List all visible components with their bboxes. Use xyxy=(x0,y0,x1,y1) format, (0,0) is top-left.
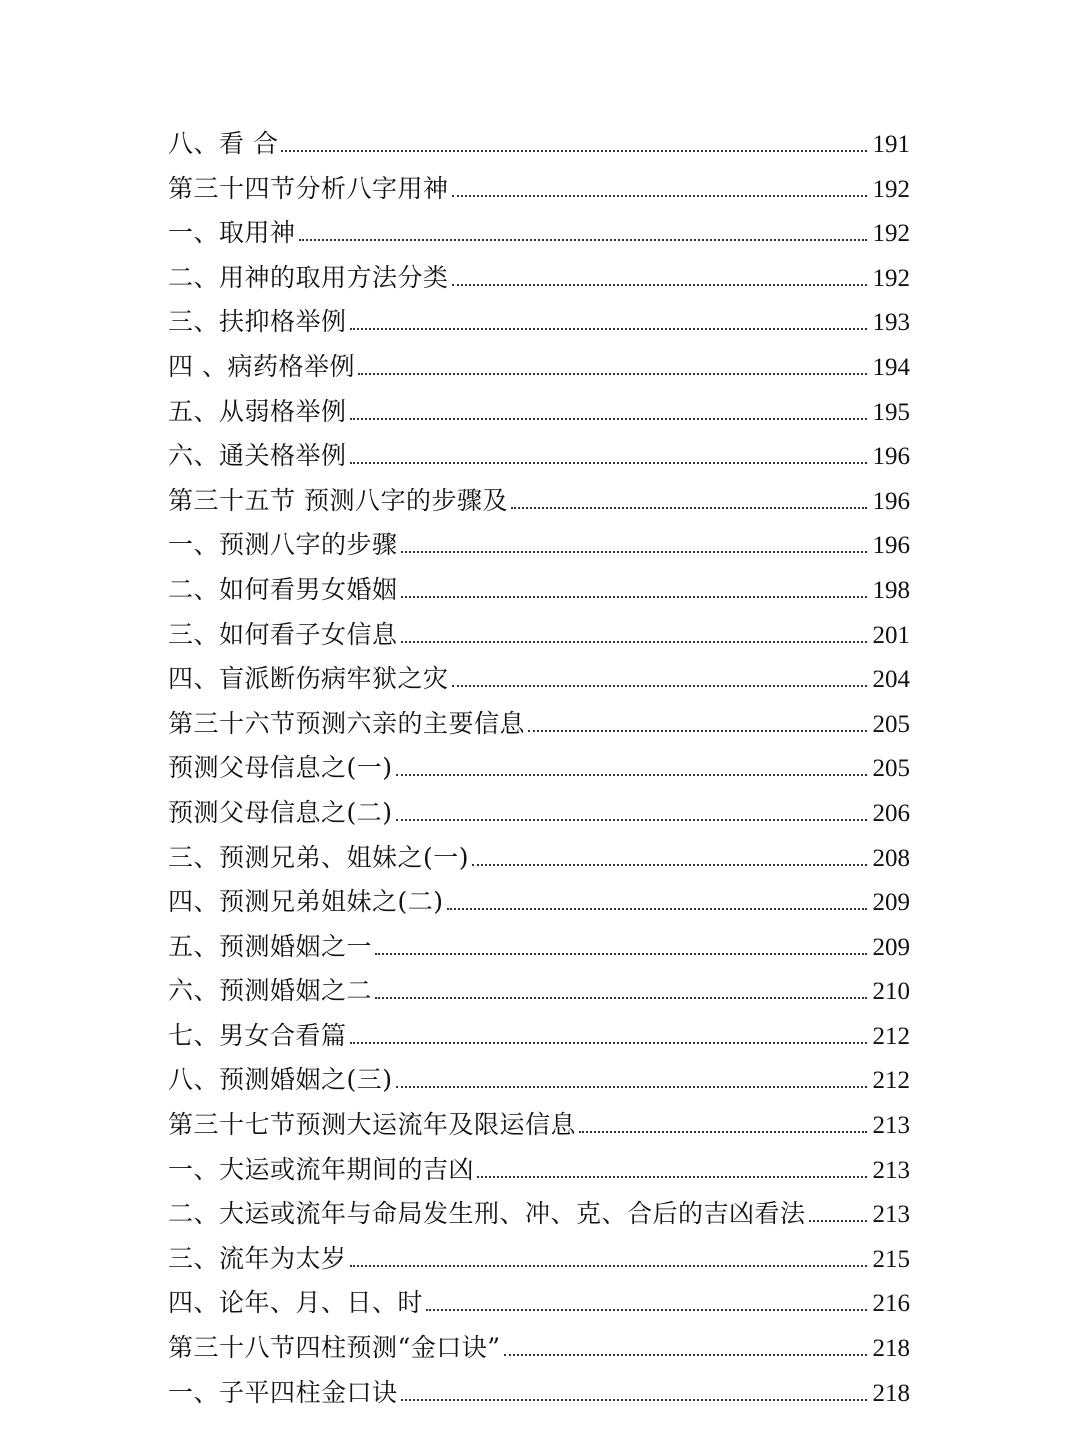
dot-leader xyxy=(472,864,867,866)
toc-entry xyxy=(168,256,910,301)
toc-entry xyxy=(168,122,910,167)
toc-entry-title: 五、预测婚姻之一 xyxy=(168,931,373,961)
toc-entry-page: 196 xyxy=(872,532,910,560)
dot-leader xyxy=(396,774,867,776)
toc-entry-title: 八、看 合 xyxy=(168,129,279,158)
toc-entry xyxy=(168,791,910,836)
toc-entry-title: 六、预测婚姻之二 xyxy=(168,976,373,1006)
toc-entry-page: 198 xyxy=(872,576,910,604)
toc-entry-title: 一、取用神 xyxy=(168,218,296,248)
toc-entry-title: 八、预测婚姻之(三) xyxy=(168,1065,393,1095)
toc-entry xyxy=(168,836,910,881)
toc-entry-title: 三、扶抑格举例 xyxy=(168,307,347,337)
toc-entry-title: 五、从弱格举例 xyxy=(168,396,347,426)
dot-leader xyxy=(375,953,867,955)
dot-leader xyxy=(452,195,867,197)
toc-entry-title: 第三十四节分析八字用神 xyxy=(168,173,449,203)
toc-entry xyxy=(168,434,910,479)
toc-entry-title: 三、预测兄弟、姐妹之(一) xyxy=(168,842,470,872)
toc-entry xyxy=(168,657,910,702)
toc-entry-title: 二、用神的取用方法分类 xyxy=(168,262,449,292)
toc-entry-title: 四、论年、月、日、时 xyxy=(168,1288,424,1318)
dot-leader xyxy=(426,1309,867,1311)
dot-leader xyxy=(350,462,867,464)
toc-entry-page: 218 xyxy=(872,1379,910,1407)
dot-leader xyxy=(504,1354,867,1356)
toc-entry xyxy=(168,479,910,524)
toc-entry xyxy=(168,1237,910,1282)
toc-entry-title: 预测父母信息之(二) xyxy=(168,797,393,827)
toc-entry xyxy=(168,702,910,747)
toc-entry xyxy=(168,969,910,1014)
toc-entry-title: 七、男女合看篇 xyxy=(168,1020,347,1050)
toc-entry-page: 192 xyxy=(872,175,910,203)
toc-entry xyxy=(168,300,910,345)
dot-leader xyxy=(401,1399,867,1401)
toc-entry xyxy=(168,613,910,658)
toc-entry xyxy=(168,1148,910,1193)
toc-entry-page: 209 xyxy=(872,933,910,961)
dot-leader xyxy=(396,819,867,821)
toc-entry-page: 201 xyxy=(872,621,910,649)
toc-entry-page: 191 xyxy=(872,131,910,158)
dot-leader xyxy=(401,551,867,553)
dot-leader xyxy=(281,150,867,152)
toc-entry-title: 二、如何看男女婚姻 xyxy=(168,574,398,604)
toc-entry-page: 205 xyxy=(872,755,910,783)
dot-leader xyxy=(528,730,867,732)
toc-entry xyxy=(168,568,910,613)
toc-entry-page: 212 xyxy=(872,1067,910,1095)
toc-entry-page: 194 xyxy=(872,353,910,381)
toc-entry-page: 196 xyxy=(872,487,910,515)
toc-entry xyxy=(168,345,910,390)
toc-entry-title: 预测父母信息之(一) xyxy=(168,753,393,783)
toc-entry-page: 206 xyxy=(872,799,910,827)
toc-entry xyxy=(168,1326,910,1371)
toc-entry xyxy=(168,1281,910,1326)
toc-entry-page: 212 xyxy=(872,1022,910,1050)
toc-entry-page: 192 xyxy=(872,264,910,292)
toc-entry-title: 四、盲派断伤病牢狱之灾 xyxy=(168,664,449,694)
dot-leader xyxy=(358,373,867,375)
toc-entry xyxy=(168,880,910,925)
toc-entry-page: 216 xyxy=(872,1290,910,1318)
toc-entry xyxy=(168,1192,910,1237)
dot-leader xyxy=(396,1086,867,1088)
toc-entry-title: 四 、病药格举例 xyxy=(168,351,355,381)
toc-entry-page: 192 xyxy=(872,220,910,248)
toc-entry-title: 第三十七节预测大运流年及限运信息 xyxy=(168,1110,577,1140)
toc-entry-page: 215 xyxy=(872,1245,910,1273)
dot-leader xyxy=(452,685,867,687)
toc-entry-page: 213 xyxy=(872,1156,910,1184)
toc-entry-page: 195 xyxy=(872,398,910,426)
toc-entry xyxy=(168,746,910,791)
dot-leader xyxy=(452,284,867,286)
toc-entry xyxy=(168,925,910,970)
toc-entry-title: 第三十六节预测六亲的主要信息 xyxy=(168,708,526,738)
toc-entry-title: 二、大运或流年与命局发生刑、冲、克、合后的吉凶看法 xyxy=(168,1199,806,1229)
toc-entry-title: 三、流年为太岁 xyxy=(168,1243,347,1273)
dot-leader xyxy=(299,239,867,241)
toc-entry-page: 210 xyxy=(872,978,910,1006)
dot-leader xyxy=(375,997,867,999)
toc-entry-title: 一、子平四柱金口诀 xyxy=(168,1377,398,1407)
toc-entry-page: 218 xyxy=(872,1335,910,1363)
toc-entry xyxy=(168,1371,910,1416)
dot-leader xyxy=(401,596,867,598)
toc-entry-page: 209 xyxy=(872,889,910,917)
toc-entry-page: 213 xyxy=(872,1201,910,1229)
toc-entry-title: 第三十八节四柱预测“金口诀” xyxy=(168,1333,501,1363)
table-of-contents xyxy=(168,122,910,1415)
toc-entry-page: 213 xyxy=(872,1112,910,1140)
toc-entry xyxy=(168,1014,910,1059)
dot-leader xyxy=(511,507,867,509)
dot-leader xyxy=(350,328,867,330)
toc-entry-page: 204 xyxy=(872,666,910,694)
dot-leader xyxy=(350,1265,867,1267)
toc-entry xyxy=(168,211,910,256)
toc-entry-title: 三、如何看子女信息 xyxy=(168,619,398,649)
toc-entry xyxy=(168,390,910,435)
toc-entry-title: 第三十五节 预测八字的步骤及 xyxy=(168,485,508,515)
dot-leader xyxy=(447,908,867,910)
dot-leader xyxy=(350,1042,867,1044)
toc-entry-title: 一、预测八字的步骤 xyxy=(168,530,398,560)
toc-entry-title: 四、预测兄弟姐妹之(二) xyxy=(168,887,444,917)
dot-leader xyxy=(579,1131,867,1133)
dot-leader xyxy=(809,1220,867,1222)
dot-leader xyxy=(350,418,867,420)
dot-leader xyxy=(401,641,867,643)
toc-entry-title: 一、大运或流年期间的吉凶 xyxy=(168,1154,475,1184)
toc-entry-title: 六、通关格举例 xyxy=(168,441,347,471)
toc-entry-page: 196 xyxy=(872,443,910,471)
toc-entry-page: 208 xyxy=(872,844,910,872)
toc-entry-page: 193 xyxy=(872,309,910,337)
toc-entry xyxy=(168,167,910,212)
toc-entry xyxy=(168,1103,910,1148)
toc-entry xyxy=(168,1058,910,1103)
dot-leader xyxy=(477,1176,867,1178)
toc-entry-page: 205 xyxy=(872,710,910,738)
toc-entry xyxy=(168,523,910,568)
